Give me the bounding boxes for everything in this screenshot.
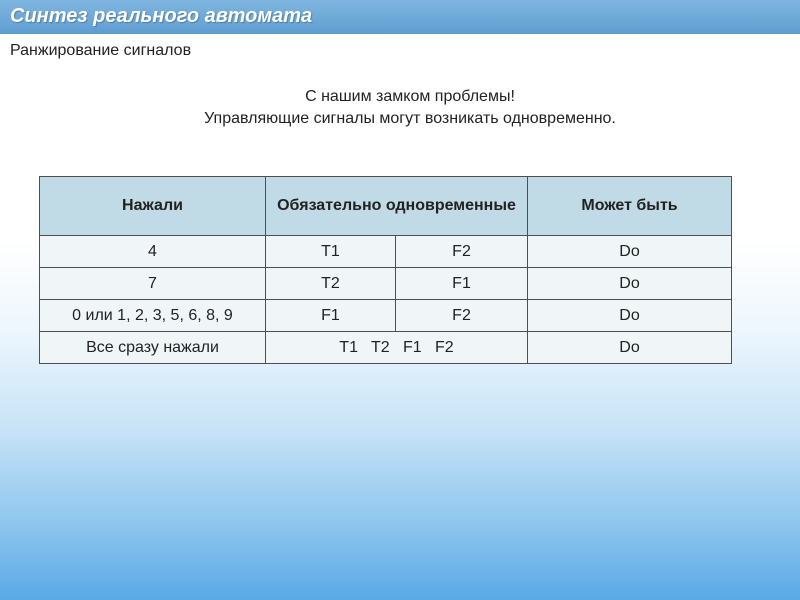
cell-maybe: Do <box>528 236 732 268</box>
header-pressed: Нажали <box>40 177 266 236</box>
header-maybe: Может быть <box>528 177 732 236</box>
cell-pressed: 7 <box>40 268 266 300</box>
cell-signal-a: T1 <box>266 236 396 268</box>
table-row <box>40 236 732 268</box>
slide-title: Синтез реального автомата <box>10 5 313 27</box>
table-row <box>40 332 732 364</box>
signals-table <box>39 176 732 364</box>
cell-maybe: Do <box>528 300 732 332</box>
cell-pressed: Все сразу нажали <box>40 332 266 364</box>
cell-signal-a: F1 <box>266 300 396 332</box>
cell-signal-a: T2 <box>266 268 396 300</box>
intro-text <box>0 86 800 130</box>
cell-maybe: Do <box>528 332 732 364</box>
cell-maybe: Do <box>528 268 732 300</box>
cell-signal-b: F1 <box>396 268 528 300</box>
table-header-row <box>40 177 732 236</box>
cell-pressed: 0 или 1, 2, 3, 5, 6, 8, 9 <box>40 300 266 332</box>
cell-signals-merged: T1 T2 F1 F2 <box>266 332 528 364</box>
cell-signal-b: F2 <box>396 236 528 268</box>
table-row <box>40 300 732 332</box>
table-row <box>40 268 732 300</box>
title-bar <box>0 0 800 34</box>
cell-signal-b: F2 <box>396 300 528 332</box>
intro-line-1: С нашим замком проблемы! <box>305 88 515 105</box>
intro-line-2: Управляющие сигналы могут возникать одновременно. <box>204 110 616 127</box>
header-simultaneous: Обязательно одновременные <box>266 177 528 236</box>
cell-pressed: 4 <box>40 236 266 268</box>
slide-subtitle: Ранжирование сигналов <box>10 42 192 59</box>
